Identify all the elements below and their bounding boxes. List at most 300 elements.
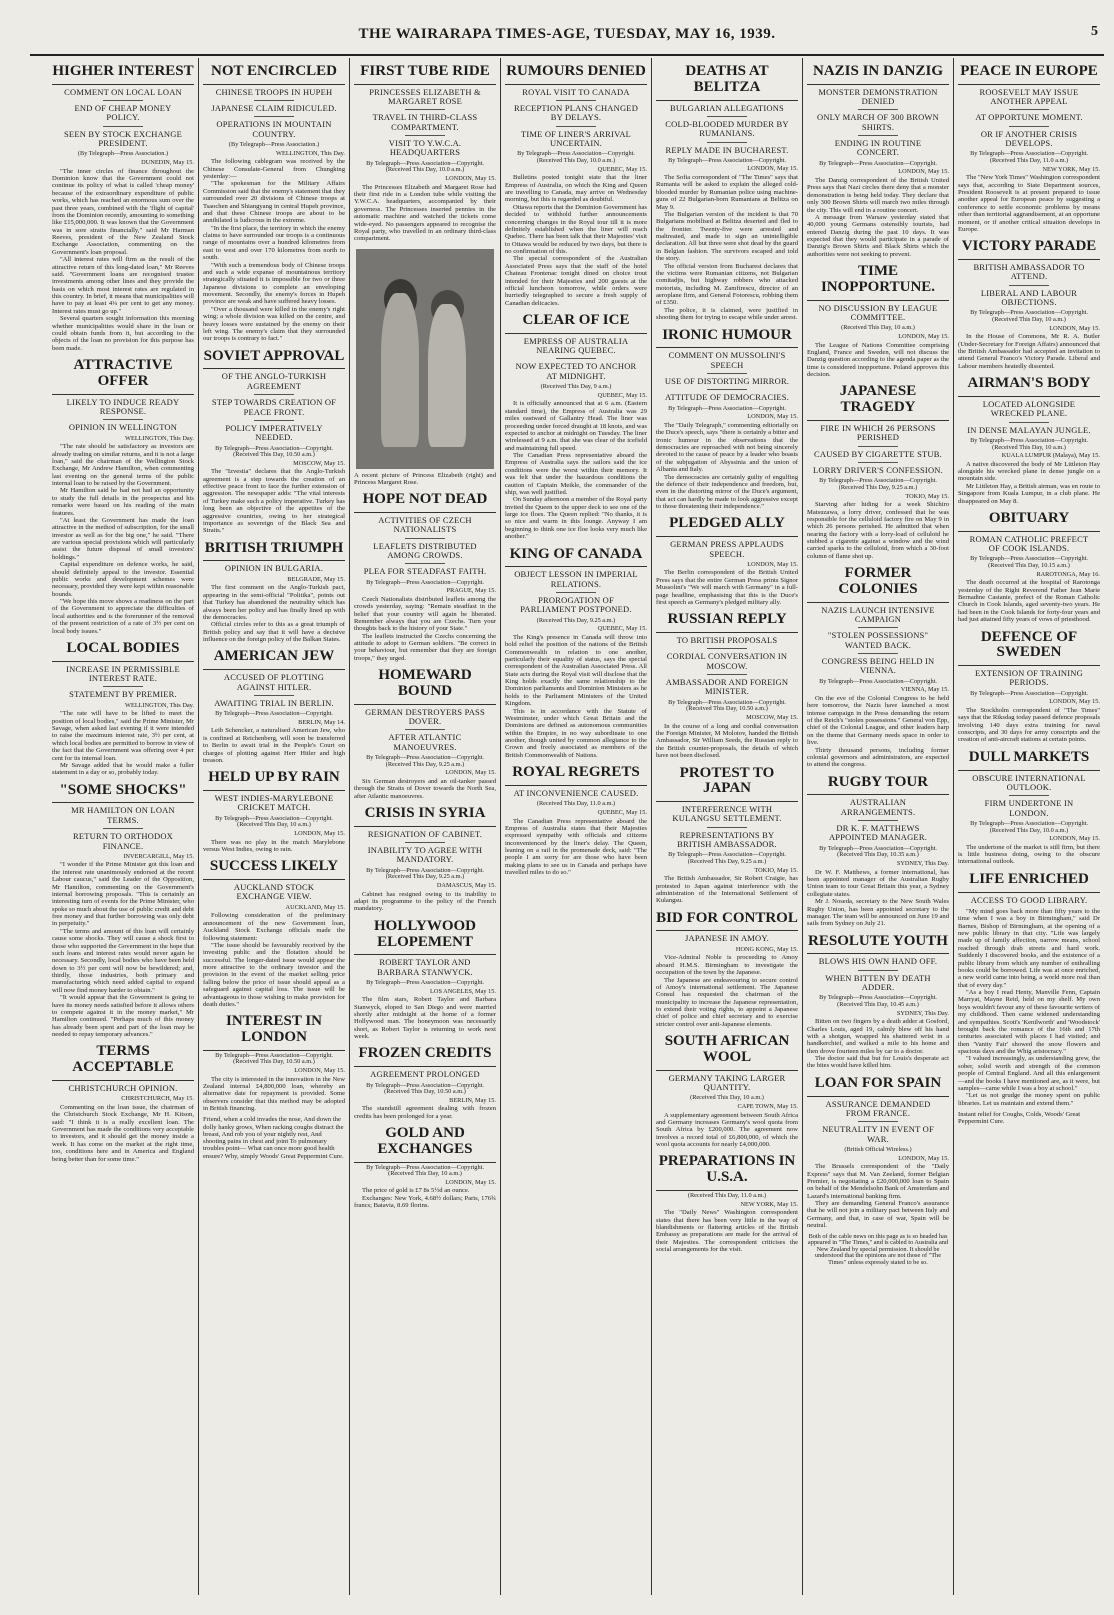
story-subheading: RECEPTION PLANS CHANGED BY DELAYS. (513, 103, 639, 123)
story-headline: CLEAR OF ICE (505, 313, 647, 334)
story-subheading: BLOWS HIS OWN HAND OFF. (818, 956, 938, 967)
story-paragraph: The death occurred at the hospital of Rarotonga yesterday of the Right Reverend Father Jean Marie Bernadine Castanie, prefect of the Roman Catholic Church in Cook Islands, aged seventy-two years. He had been in the Cook Islands for forty-four years and had just attained fifty years of vows of priesthood. (958, 579, 1100, 624)
story-body (807, 695, 949, 769)
story-paragraph: The official version from Bucharest declares that the victims were Rumanian citizens, not Bulgarian comitadjis, but highway robbers who attacked motorists, including M. Zamfirescu, director of an aeroplane firm, and General Fotorescu, robbing them of £350. (656, 262, 798, 307)
story-subheading: STATEMENT BY PREMIER. (69, 689, 177, 700)
story-dateline: RAROTONGA, May 16. (1036, 570, 1100, 578)
story-headline: SOUTH AFRICAN WOOL (656, 1034, 798, 1071)
story-subheading: CHINESE TROOPS IN HUPEH (215, 86, 333, 97)
story-subheading: MONSTER DEMONSTRATION DENIED (818, 86, 938, 107)
story-subheading: OF THE ANGLO-TURKISH AGREEMENT (221, 371, 327, 391)
story-dateline: LONDON, May 15. (1049, 698, 1100, 706)
subhead-divider (1009, 285, 1049, 286)
story-paragraph: Exchanges: New York, 4.68½ dollars; Paris, 176¾ francs; Batavia, 8.69 florins. (354, 1194, 496, 1210)
story-body (203, 839, 345, 854)
story-body (52, 443, 194, 635)
story-headline: RUMOURS DENIED (505, 64, 647, 85)
subhead-divider (103, 126, 143, 127)
subhead-divider (556, 358, 596, 359)
story-paragraph: The "Izvestia" declares that the Anglo-Turkish agreement is a step towards the creation of an effective peace front to face the further extension of aggression. The newspaper adds: "The vital interests of Turkey make such a policy imperative. Turkey has long been an objective of the appetites of the aggressive countries, owing to her strategical importance as sovereign of the Black Sea and Straits." (203, 468, 345, 535)
story-headline: FROZEN CREDITS (354, 1046, 496, 1067)
story-paragraph: The doctor said that but for Louis's desperate act the bites would have killed him. (807, 1055, 949, 1070)
story-subheading: GERMANY TAKING LARGER QUANTITY. (668, 1072, 786, 1093)
story-paragraph: Bulletins posted tonight state that the liner Empress of Australia, on which the King and Queen are travelling to Canada, may arrive on Wednesday morning, but this is regarded as doubtful. (505, 174, 647, 204)
story-dateline: LONDON, May 15. (747, 560, 798, 568)
story-headline: TERMS ACCEPTABLE (52, 1044, 194, 1081)
story-body (958, 908, 1100, 1107)
story-body (656, 422, 798, 511)
news-story (958, 872, 1100, 1107)
story-subheading: BULGARIAN ALLEGATIONS (670, 102, 784, 113)
news-story (52, 64, 194, 352)
wire-credit: By Telegraph—Press Association—Copyright. (819, 677, 937, 685)
story-subheading: EXTENSION OF TRAINING PERIODS. (975, 668, 1083, 688)
story-headline: HIGHER INTEREST (52, 64, 194, 85)
story-headline: INTEREST IN LONDON (203, 1014, 345, 1051)
story-subheading: NEUTRALITY IN EVENT OF WAR. (822, 1124, 934, 1144)
news-story (958, 239, 1100, 370)
subhead-divider (1009, 795, 1049, 796)
news-story (656, 766, 798, 905)
page-number: 5 (1091, 24, 1098, 39)
subhead-divider (103, 828, 143, 829)
story-headline: VICTORY PARADE (958, 239, 1100, 260)
story-subheading: BRITISH AMBASSADOR TO ATTEND. (973, 262, 1085, 282)
story-paragraph: The "New York Times" Washington correspondent says that, according to State Department sources, President Roosevelt is at present prepared to issue another appeal for European peace by suggesting a conference to settle economic problems by means other than territorial aggrandisement, at an opportune moment, or if another critical situation develops in Europe. (958, 174, 1100, 233)
story-subheading: WHEN BITTEN BY DEATH ADDER. (825, 972, 931, 993)
story-subheading: AFTER ATLANTIC MANOEUVRES. (388, 732, 462, 752)
story-body (354, 1105, 496, 1120)
story-dateline: INVERCARGILL, May 15. (123, 852, 194, 860)
story-dateline: LONDON, May 15. (898, 168, 949, 176)
subhead-divider (556, 100, 596, 101)
story-subheading: DR K. F. MATTHEWS APPOINTED MANAGER. (828, 823, 928, 843)
story-dateline: QUEBEC, May 15. (597, 808, 647, 816)
story-body (354, 184, 496, 243)
wire-credit: (By Telegraph—Press Association.) (228, 141, 320, 149)
news-story (958, 376, 1100, 505)
story-body (203, 584, 345, 643)
story-paragraph: Ottawa reports that the Dominion Government has decided to withhold further announcements concerning changes in the Royal tour till it is more definitely established when the liner will reach Quebec. There has been talk that their Majesties' visit to Ottawa would be reduced by two days, but there is no confirmation of this. (505, 203, 647, 256)
story-subheading: JAPANESE IN AMOY. (685, 933, 769, 944)
news-story (203, 1014, 345, 1112)
story-paragraph: The Sofia correspondent of "The Times" says that Rumania will be asked to explain the alleged cold-blooded murder by Rumanian police using machine-guns of 22 Bulgarian-born Rumanians at Belitza on May 9. (656, 174, 798, 211)
story-subheading: END OF CHEAP MONEY POLICY. (74, 103, 172, 123)
story-paragraph: Six German destroyers and an oil-tanker passed through the Straits of Dover towards the North Sea, after Atlantic manoeuvres. (354, 777, 496, 800)
story-subheading: GERMAN PRESS APPLAUDS SPEECH. (670, 539, 784, 559)
subhead-divider (556, 592, 596, 593)
story-dateline: LONDON, May 15. (898, 1154, 949, 1162)
news-story (807, 934, 949, 1070)
story-body (52, 168, 194, 352)
story-headline: ROYAL REGRETS (505, 765, 647, 786)
news-story (354, 1046, 496, 1120)
story-subheading: ENDING IN ROUTINE CONCERT. (834, 138, 922, 158)
story-headline: CRISIS IN SYRIA (354, 806, 496, 827)
story-headline: DEATHS AT BELITZA (656, 64, 798, 101)
story-body (958, 174, 1100, 233)
subhead-divider (858, 820, 898, 821)
wire-credit: By Telegraph—Press Association—Copyright. (Received This Day, 10.50 a.m.) (366, 1081, 484, 1096)
story-subheading: CORDIAL CONVERSATION IN MOSCOW. (666, 651, 788, 671)
story-body (52, 710, 194, 776)
story-subheading: OBJECT LESSON IN IMPERIAL RELATIONS. (514, 569, 638, 589)
story-paragraph: It is officially announced that at 6 a.m. (Eastern standard time), the Empress of Australia was 29 miles eastward of Gallantry Head. The liner was proceeding under forced draught at 18 knots, and was expected to anchor at midnight on Tuesday. The liner wirelessed at 9 a.m. that she was clear of the icefield and maintaining full speed. (505, 400, 647, 452)
story-subheading: ROMAN CATHOLIC PREFECT OF COOK ISLANDS. (969, 533, 1089, 554)
story-subheading: NAZIS LAUNCH INTENSIVE CAMPAIGN (821, 604, 935, 624)
story-subheading: INCREASE IN PERMISSIBLE INTEREST RATE. (66, 663, 180, 684)
story-paragraph: The King's presence in Canada will throw into bold relief the position of the nations of the British Commonwealth in relation to one another, particularly their equality of status, says the special correspondent of the Australian Associated Press. All State acts during the Royal visit will disclose that the King holds exactly the same relationship to the Dominion parliaments and Dominion Ministers as he holds to the Parliament Ministers of the United Kingdom. (505, 633, 647, 708)
story-subheading: AT INCONVENIENCE CAUSED. (513, 787, 639, 798)
wire-credit: By Telegraph—Press Association—Copyright. (Received This Day, 10.0 a.m.) (970, 819, 1088, 834)
story-dateline: LONDON, May 15. (445, 1178, 496, 1186)
news-column (651, 58, 802, 1595)
story-body (807, 869, 949, 928)
story-paragraph: Official circles refer to this as a great triumph of British policy and say that it will have a decisive influence on the foreign policy of the Balkan States. (203, 621, 345, 644)
wire-credit: By Telegraph—Press Association—Copyright. (366, 978, 484, 986)
story-headline: ATTRACTIVE OFFER (52, 358, 194, 395)
subhead-divider (254, 394, 294, 395)
news-story (958, 64, 1100, 233)
story-body (203, 912, 345, 1008)
news-story (505, 64, 647, 307)
news-column (349, 58, 500, 1595)
story-dateline: WELLINGTON, This Day. (125, 434, 194, 442)
wire-credit: By Telegraph—Press Association—Copyright. (668, 404, 786, 412)
story-subheading: FIRE IN WHICH 26 PERSONS PERISHED (820, 422, 936, 443)
story-subheading: MR HAMILTON ON LOAN TERMS. (71, 805, 175, 825)
peppermint-cure-ad: Friend, when a cold invades the nose, And down the dolly hanky grows, When racking coughs distract the breast, And rob you of your nightly rest, And shooting pains in chest and joint To pulmonary troubles point— What can once more good health ensure? Why, simply Woods' Great Peppermint Cure. (203, 1116, 344, 1160)
story-paragraph: "I valued increasingly, as understanding grew, the sober, solid worth and strength of the common people of Central England. And all this enlargement—and the books I have mentioned are, as it were, but samples—came while I was a boy at school." (958, 1055, 1100, 1092)
story-paragraph: The Stockholm correspondent of "The Times" says that the Riksdag today passed defence proposals involving 140 days extra training for naval conscripts, and 30 days for army conscripts and the creation of anti-aircraft stations at certain points. (958, 706, 1100, 744)
subhead-divider (254, 100, 294, 101)
news-story (807, 566, 949, 769)
story-paragraph: The British Ambassador, Sir Robert Craigie, has protested to Japan against interference with the administration of the International Settlement of Kulangsu. (656, 875, 798, 905)
news-story (354, 919, 496, 1041)
story-dateline: QUEBEC, May 15. (597, 391, 647, 399)
subhead-divider (405, 842, 445, 843)
story-paragraph: The Canadian Press representative aboard the Empress of Australia says the sailors said the ice conditions were the worst within their memory. It was felt that under the hazardous conditions the caution of Captain Meikle, the commander of the ship, was well justified. (505, 452, 647, 496)
news-story (52, 783, 194, 1039)
story-paragraph: Mr Savage added that he would make a fuller statement in a day or so, probably today. (52, 761, 194, 777)
news-story (505, 313, 647, 540)
story-paragraph: "The rate should be satisfactory as investors are already trading on similar returns, and it is not a large loan," said the chairman of the Wellington Stock Exchange, Mr Andrew Hamilton, when commenting last evening on the general terms of the public internal loan to be raised by the Government. (52, 443, 194, 488)
wire-credit: By Telegraph—Press Association—Copyright. (Received This Day, 10.45 a.m.) (819, 994, 937, 1009)
story-body (656, 174, 798, 322)
story-body (958, 461, 1100, 505)
story-dateline: NEW YORK, May 15. (1042, 165, 1100, 173)
news-column (953, 58, 1104, 1595)
story-headline: BID FOR CONTROL (656, 911, 798, 932)
news-story (958, 750, 1100, 866)
story-paragraph: The special correspondent of the Australian Associated Press says that the staff of the hotel Chateau Frontenac tonight dined on choice trout intended for their Majesties and 200 guests at the official luncheon tomorrow, while orders were hurriedly telegraphed to secure a fresh supply of Canadian delicacies. (505, 255, 647, 307)
story-subheading: AT OPPORTUNE MOMENT. (975, 112, 1083, 123)
story-headline: HELD UP BY RAIN (203, 770, 345, 791)
subhead-divider (1009, 126, 1049, 127)
story-subheading: LOCATED ALONGSIDE WRECKED PLANE. (982, 398, 1076, 419)
story-subheading: GERMAN DESTROYERS PASS DOVER. (365, 706, 485, 727)
story-dateline: CHRISTCHURCH, May 15. (121, 1095, 194, 1103)
wire-credit: By Telegraph—Press Association—Copyright. (Received This Day, 10 a.m.) (215, 814, 333, 829)
story-paragraph: "The spokesman for the Military Affairs Commission said that the enemy's statement that they surrounded over 20 divisions of Chinese troops at Tsaochen and Shiangyang in central Hupeh province, and that these Chinese troops are about to be annihilated is ludicrous in the extreme. (203, 180, 345, 225)
story-subheading: OPERATIONS IN MOUNTAIN COUNTRY. (216, 119, 332, 139)
story-paragraph: "Let us not grudge the money spent on public libraries. Let us maintain and extend them." (958, 1092, 1100, 1107)
story-paragraph: The Japanese are endeavouring to secure control of Amoy's international settlement. The Japanese Consul has requested the chairman of the municipality to increase the Japanese representation, to extend their voting rights, to appoint a Japanese chief of police and chief secretary and to exercise stricter control over anti-Japanese elements. (656, 976, 798, 1028)
story-paragraph: The League of Nations Committee comprising England, France and Sweden, will not discuss the Danzig question according to the agenda paper as the time is considered inopportune. Poland approves this decision. (807, 341, 949, 379)
story-headline: FIRST TUBE RIDE (354, 64, 496, 85)
news-story (52, 1044, 194, 1162)
story-paragraph: Capital expenditure on defence works, he said, should definitely appeal to the investor. Essential public works and development schemes were necessary, provided they were kept within reasonable bounds. (52, 561, 194, 598)
subhead-divider (707, 827, 747, 828)
story-subheading: PRINCESSES ELIZABETH & MARGARET ROSE (369, 86, 481, 107)
subhead-divider (405, 135, 445, 136)
story-paragraph: Mr J. Noseda, secretary to the New South Wales Rugby Union, has been appointed secretary to the manager. The team will be announced on June 19 and sails from Sydney on July 21. (807, 898, 949, 928)
story-body (656, 954, 798, 1028)
story-paragraph: "All interest rates will firm as the result of the attractive return of this long-dated loan," Mr Reeves said. "Government loans are recognised trustee investments among other lines and they provide the basis on which most interest rates are regulated in this country. In brief, it means that municipalities will have to pay at least 4¼ per cent to get any money. Interest rates must go up." (52, 256, 194, 315)
story-dateline: HONG KONG, May 15. (735, 945, 798, 953)
subhead-divider (858, 1121, 898, 1122)
masthead-title: THE WAIRARAPA TIMES-AGE, TUESDAY, MAY 16, 1939. (358, 26, 776, 42)
story-body (203, 158, 345, 342)
story-headline: SUCCESS LIKELY (203, 859, 345, 880)
story-dateline: AUCKLAND, May 15. (285, 903, 345, 911)
story-subheading: RESIGNATION OF CABINET. (367, 828, 483, 839)
subhead-divider (707, 648, 747, 649)
story-dateline: QUEBEC, May 15. (597, 625, 647, 633)
story-headline: BRITISH TRIUMPH (203, 541, 345, 562)
story-paragraph: "My mind goes back more than fifty years to the time when I was a boy in Birmingham," said Dr Barnes, Bishop of Birmingham, at the opening of a new public library in that city. "Life was largely made up of family affection, narrow means, school reached through drab streets and hard work. Suddenly I discovered books, and the existence of a public library from which any number of enthralling books could be borrowed. Life was at once enriched, a new world came into being, a world more real than that of every day." (958, 907, 1100, 989)
story-body (656, 1112, 798, 1149)
news-story (656, 328, 798, 511)
story-paragraph: "With such a tremendous body of Chinese troops and such a wide expanse of mountainous territory strategically situated it is impossible for two or three Japanese divisions to complete an enveloping movement. Secondly, the enemy's forces in Hupeh province are weak and have suffered heavy losses. (203, 261, 345, 306)
wire-credit: (Received This Day, 9 a.m.) (540, 383, 612, 391)
news-column (500, 58, 651, 1595)
story-subheading: FIRM UNDERTONE IN LONDON. (984, 798, 1074, 818)
story-dateline: BERLIN, May 14. (298, 718, 345, 726)
story-dateline: MOSCOW, May 15. (746, 714, 798, 722)
subhead-divider (1009, 422, 1049, 423)
story-paragraph: The Princesses Elizabeth and Margaret Rose had their first ride in a London tube while visiting the Y.W.C.A. headquarters, accompanied by their governess. The Princesses inserted pennies in the automatic machine and watched the tickets come wide-eyed. No passengers appeared to recognise the Royal party, who travelled in an ordinary third-class compartment. (354, 183, 496, 243)
story-body (505, 818, 647, 877)
story-body (505, 400, 647, 540)
story-dateline: MOSCOW, May 15. (293, 459, 345, 467)
story-paragraph: The Bulgarian version of the incident is that 70 Bulgarians mobilised at Belitza deserted and fled to the frontier. Twenty-five were arrested and maltreated, and made to sign an unintelligible declaration. All but three were shot dead by the guard in Belgian fashion. The survivors escaped and told the story. (656, 210, 798, 263)
news-story (656, 612, 798, 759)
story-subheading: USE OF DISTORTING MIRROR. (664, 376, 790, 387)
wire-credit: By Telegraph—Press Association—Copyright. (Received This Day, 10 a.m.) (366, 1163, 484, 1178)
story-paragraph: The Brussels correspondent of the "Daily Express" says that M. Van Zeeland, former Belgian Premier, is negotiating a £20,000,000 loan to Spain on behalf of the Mendelsohn Bank of Amsterdam and Lazard's international banking firm. (807, 1163, 949, 1200)
masthead (30, 20, 1104, 56)
subhead-divider (103, 419, 143, 420)
story-paragraph: On Sunday afternoon a member of the Royal party invited the Queen to the upper deck to see one of the large ice floes. The Queen replied: "No thanks, it is so nice and warm in this lounge. Anyway I am beginning to think one ice floe looks very much like another." (505, 496, 647, 541)
story-body (52, 861, 194, 1038)
subhead-divider (707, 674, 747, 675)
story-body (807, 501, 949, 560)
news-story (656, 1034, 798, 1148)
story-paragraph: The Berlin correspondent of the British United Press says that the entire German Press prints Signor Mussolini's "We will march with Germany" in a full-page headline, emphasising that this is the Duce's first speech as Germany's pledged military ally. (656, 569, 798, 606)
story-subheading: CONGRESS BEING HELD IN VIENNA. (821, 656, 935, 676)
story-body (354, 996, 496, 1040)
story-headline: DEFENCE OF SWEDEN (958, 630, 1100, 667)
story-headline: RESOLUTE YOUTH (807, 934, 949, 955)
news-story (505, 547, 647, 760)
story-subheading: COLD-BLOODED MURDER BY RUMANIANS. (665, 118, 789, 139)
story-headline: TIME INOPPORTUNE. (807, 264, 949, 301)
story-subheading: REPRESENTATIONS BY BRITISH AMBASSADOR. (677, 829, 777, 850)
story-subheading: AMBASSADOR AND FOREIGN MINISTER. (665, 677, 789, 697)
story-subheading: OPINION IN BULGARIA. (224, 563, 324, 574)
story-paragraph: The "Daily Telegraph," commenting editorially on the Duce's speech, says "there is certainly a bitter and ironic humour in the observations that the democracies are reproached with not being sincerely devoted to the cause of peace by a leader who boasts of the subjugation of Abyssinia and the union of Albania and Italy. (656, 421, 798, 474)
story-paragraph: In the House of Commons, Mr R. A. Butler (Under-Secretary for Foreign Affairs) announced that the British Ambassador had accepted an invitation to attend General Franco's Victory Parade. Liberal and Labour members heatedly dissented. (958, 333, 1100, 370)
story-subheading: LORRY DRIVER'S CONFESSION. (813, 464, 943, 475)
story-dateline: LONDON, May 15. (747, 165, 798, 173)
subhead-divider (707, 142, 747, 143)
wire-credit: By Telegraph—Press Association—Copyright. (366, 578, 484, 586)
news-story (354, 806, 496, 913)
peppermint-cure-ad: Instant relief for Coughs, Colds, Woods' Great Peppermint Cure. (958, 1111, 1081, 1126)
story-subheading: ROOSEVELT MAY ISSUE ANOTHER APPEAL (979, 86, 1079, 107)
story-body (505, 174, 647, 307)
story-subheading: ACCESS TO GOOD LIBRARY. (970, 894, 1088, 905)
news-story (52, 641, 194, 777)
story-paragraph: The price of gold is £7 8s 5½d an ounce. (362, 1187, 470, 1195)
story-headline: "SOME SHOCKS" (52, 783, 194, 804)
story-paragraph: "As a boy I read Henty, Manville Fenn, Captain Marryat, Mayne Reid, held on my shelf. My own boys wouldn't favour any of these favourite writers of my childhood. Then came widened understanding and sympathies. Scott's 'Kenilworth' and 'Woodstock' brought back the romance of the 16th and 17th centuries associated with places I had visited; and then 'Vanity Fair' showed the snow flowers and spacious days and the Whig aristocracy." (958, 989, 1100, 1056)
photo-figure (381, 293, 420, 447)
story-subheading: IN DENSE MALAYAN JUNGLE. (967, 424, 1091, 435)
wire-credit: By Telegraph—Press Association—Copyright. (Received This Day, 10.50 a.m.) (215, 444, 333, 459)
story-subheading: TRAVEL IN THIRD-CLASS COMPARTMENT. (372, 112, 478, 132)
story-paragraph: The police, it is claimed, were justified in shooting them for trying to escape while under arrest. (656, 306, 798, 322)
news-story (203, 649, 345, 764)
subhead-divider (858, 653, 898, 654)
news-story (354, 492, 496, 662)
story-subheading: OPINION IN WELLINGTON (68, 422, 178, 433)
news-column (198, 58, 349, 1595)
news-story (354, 668, 496, 800)
story-headline: HOLLYWOOD ELOPEMENT (354, 919, 496, 956)
story-headline: GOLD AND EXCHANGES (354, 1126, 496, 1163)
story-subheading: AGREEMENT PROLONGED (370, 1069, 480, 1080)
news-story (203, 349, 345, 535)
story-paragraph: The Canadian Press representative aboard the Empress of Australia states that their Majesties expressed sympathy with officials and citizens inconvenienced by the liner's delay. The Queen, leaning on a rail in the promenade deck, said: "The people I am sorry for are those who have been making plans to see us in Canada and perhaps have travelled miles to do so." (505, 817, 647, 877)
story-body (354, 778, 496, 800)
story-subheading: JAPANESE CLAIM RIDICULED. (211, 103, 337, 114)
wire-credit: (British Official Wireless.) (844, 1145, 912, 1153)
story-headline: HOPE NOT DEAD (354, 492, 496, 513)
story-paragraph: They are demanding General Franco's assurance that he will not join a military pact between Italy and Germany, and that, in case of war, Spain will be neutral. (807, 1200, 949, 1230)
subhead-divider (405, 729, 445, 730)
story-paragraph: The "Daily News" Washington correspondent states that there has been very little in the way of blandishments or flattering articles of the British Embassy as preparations are made for the arrival of their Majesties. The correspondent criticises the social arrangements for the visit. (656, 1209, 798, 1254)
story-dateline: LONDON, May 15. (445, 769, 496, 777)
wire-credit: By Telegraph—Press Association—Copyright. (Received This Day, 9.25 a.m.) (366, 866, 484, 881)
wire-credit: By Telegraph—Press Association—Copyright. (Received This Day, 11.0 a.m.) (970, 150, 1088, 165)
subhead-divider (254, 420, 294, 421)
story-dateline: LONDON, May 15. (445, 175, 496, 183)
story-paragraph: "It would appear that the Government is going to have its money needs satisfied before it allows others to compete against it in the money market," Mr Hamilton continued. "Perhaps much of this money has already been spent and part of the loan may be needed to repay temporary advances." (52, 994, 194, 1039)
wire-credit: By Telegraph—Press Association—Copyright. (Received This Day, 9.25 a.m.) (819, 477, 937, 491)
news-story (656, 1154, 798, 1253)
story-paragraph: The Danzig correspondent of the British United Press says that Nazi circles there deny that a monster demonstration is being held today. They declare that only 300 Brown Shirts will march two miles through the city. This will end in a routine concert. (807, 177, 949, 214)
story-body (958, 579, 1100, 623)
news-story (656, 516, 798, 606)
story-paragraph: Mr Hamilton said he had not had an opportunity to study the full details in the prospectus and his remarks were based on his reading of the main features. (52, 487, 194, 517)
story-dateline: WELLINGTON, This Day. (276, 149, 345, 157)
story-body (958, 844, 1100, 866)
story-subheading: NOW EXPECTED TO ANCHOR AT MIDNIGHT. (515, 361, 637, 381)
story-subheading: LEAFLETS DISTRIBUTED AMONG CROWDS. (373, 540, 477, 560)
wire-credit: By Telegraph—Press Association—Copyright. (Received This Day, 10.35 a.m.) (819, 844, 937, 859)
story-dateline: BERLIN, May 15. (449, 1096, 496, 1104)
story-paragraph: There was no play in the match Marylebone versus West Indies, owing to rain. (203, 838, 345, 853)
story-body (203, 468, 345, 534)
story-dateline: WELLINGTON, This Day. (125, 701, 194, 709)
story-headline: PREPARATIONS IN U.S.A. (656, 1154, 798, 1191)
wire-credit: By Telegraph—Press Association—Copyright. (Received This Day, 10.0 a.m.) (366, 159, 484, 174)
story-body (354, 596, 496, 662)
story-headline: DULL MARKETS (958, 750, 1100, 771)
story-body (807, 1018, 949, 1070)
story-dateline: BELGRADE, May 15. (287, 575, 345, 583)
story-dateline: LONDON, May 15. (747, 413, 798, 421)
news-story (958, 630, 1100, 744)
story-subheading: TIME OF LINER'S ARRIVAL UNCERTAIN. (520, 128, 632, 149)
story-body (656, 875, 798, 905)
story-paragraph: "The inner circles of finance throughout the Dominion know that the Government could not continue its policy of what is called 'cheap money' because of the extraordinary expenditure of public works, which has reached an enormous sum over the past three years, combined with the 'flight of capital' from the Dominion recently, amounting to something like £15,000,000. It was known that the Government was in sore straits financially," said Mr Harman Reeves, president of the New Zealand Stock Exchange Association, commenting on the Government's loan proposal. (52, 167, 194, 256)
news-column (802, 58, 953, 1595)
story-dateline: NEW YORK, May 15. (740, 1200, 798, 1208)
wire-credit: (Received This Day, 11.0 a.m.) (687, 1191, 767, 1199)
news-column (48, 58, 198, 1595)
wire-credit: By Telegraph—Press Association—Copyright. (Received This Day, 10 a.m.) (970, 436, 1088, 451)
story-subheading: ACTIVITIES OF CZECH NATIONALISTS (378, 514, 472, 535)
news-story (807, 775, 949, 928)
story-dateline: DAMASCUS, May 15. (436, 882, 496, 890)
story-paragraph: Dr W. F. Matthews, a former international, has been appointed manager of the Australian Rugby Union team to tour Great Britain this year, a Sydney collegiate states. (807, 868, 949, 898)
story-body (958, 333, 1100, 370)
story-paragraph: A message from Warsaw yesterday stated that 40,000 young Germans ostensibly tourists, had entered Danzig during the past 10 days. It was expected that they would participate in a parade of Danzig's Brown Shirts and Black Shirts which the authorities were not seeking to prevent. (807, 213, 949, 258)
story-headline: NAZIS IN DANZIG (807, 64, 949, 85)
story-subheading: ACCUSED OF PLOTTING AGAINST HITLER. (223, 672, 325, 692)
subhead-divider (254, 116, 294, 117)
story-paragraph: "In the first place, the territory in which the enemy claims to have surrounded our troops is a continuous range of mountains over a hundred kilometres from east to west and over 170 kilometres from north to south. (203, 224, 345, 262)
wire-credit: By Telegraph—Press Association—Copyright. (819, 159, 937, 167)
story-dateline: KUALA LUMPUR (Malaya), May 15. (1001, 452, 1100, 460)
subhead-divider (858, 446, 898, 447)
subhead-divider (254, 695, 294, 696)
story-paragraph: The first comment on the Anglo-Turkish pact, appearing in the semi-official "Politika", points out that Turkey has abandoned the neutrality which has always been her policy and has finally lined up with the democracies. (203, 584, 345, 621)
story-subheading: NO DISCUSSION BY LEAGUE COMMITTEE. (818, 302, 938, 322)
subhead-divider (707, 389, 747, 390)
story-subheading: INABILITY TO AGREE WITH MANDATORY. (367, 845, 483, 865)
subhead-divider (858, 970, 898, 971)
story-body (354, 891, 496, 913)
story-headline: KING OF CANADA (505, 547, 647, 568)
news-story (354, 64, 496, 243)
subhead-divider (707, 373, 747, 374)
story-body (656, 1209, 798, 1253)
story-dateline: QUEBEC, May 15. (597, 165, 647, 173)
story-dateline: LONDON, May 15. (1049, 324, 1100, 332)
story-subheading: RETURN TO ORTHODOX FINANCE. (72, 831, 174, 851)
story-subheading: PLEA FOR STEADFAST FAITH. (363, 566, 487, 577)
story-paragraph: Starving after hiding for a week Shichiro Matsuzawa, a lorry driver, confessed that he was responsible for the celluloid factory fire on May 9 in which 26 persons perished. He admitted that when nearing the factory with a lorry-load of celluloid he stubbed a cigarette against a window and the wind carried sparks to the celluloid, from which a 30-foot column of flame shot up. (807, 501, 949, 560)
story-dateline: LONDON, May 15. (898, 332, 949, 340)
story-subheading: ROBERT TAYLOR AND BARBARA STANWYCK. (377, 957, 473, 977)
wire-credit: (Received This Day, 10 a.m.) (841, 324, 915, 332)
story-paragraph: The leaflets instructed the Czechs concerning the attitude to adopt to German soldiers. "Be correct in your behaviour, but remember that they are foreign troops," they urged. (354, 632, 496, 662)
story-paragraph: A native discovered the body of Mr Littleton Hay alongside his wrecked plane in dense jungle on a mountain side. (958, 460, 1100, 483)
